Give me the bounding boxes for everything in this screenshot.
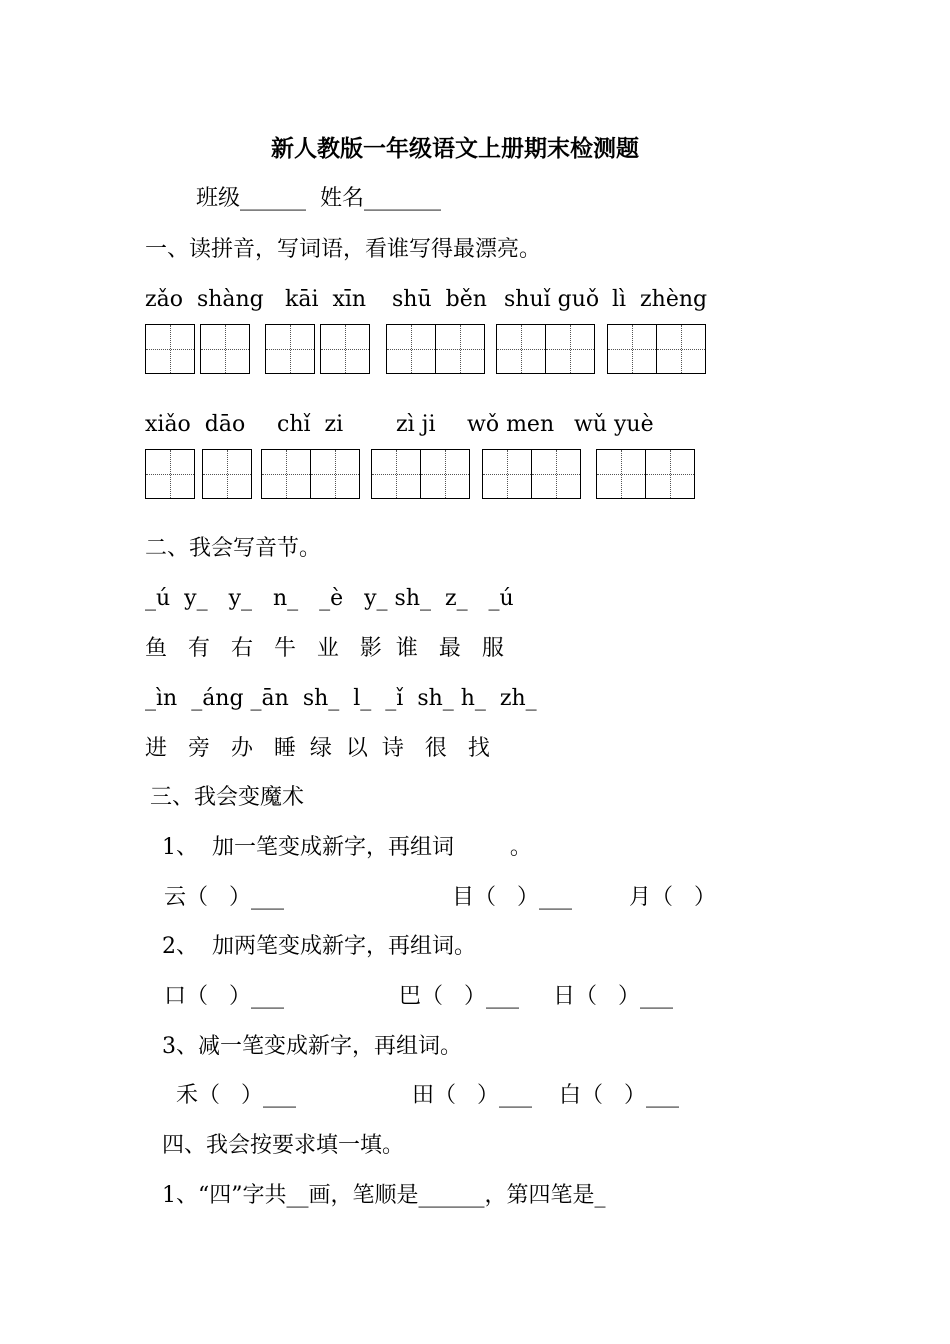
pinyin-chizi: chǐ zi	[277, 412, 344, 437]
q2-instruction: 2、 加两笔变成新字，再组词。	[162, 934, 476, 959]
section2-heading: 二、我会写音节。	[145, 536, 322, 561]
q1-item-yue: 月（ ）	[629, 885, 716, 910]
q1-instruction: 1、 加一笔变成新字，再组词 。	[162, 835, 532, 860]
section4-heading: 四、我会按要求填一填。	[162, 1133, 405, 1158]
q1-item-mu: 目（ ）___	[452, 885, 572, 910]
q2-item-ri: 日（ ）___	[553, 984, 673, 1009]
syllable-line-2: _ìn _áng _ān sh_ l_ _ǐ sh_ h_ zh_	[145, 686, 537, 711]
q2-item-kou: 口（ ）___	[164, 984, 284, 1009]
writing-grid-6[interactable]	[145, 449, 251, 499]
q3-item-tian: 田（ ）___	[412, 1083, 532, 1108]
pinyin-shuiguo: shuǐ guǒ	[504, 287, 600, 312]
pinyin-shuben: shū běn	[392, 287, 487, 312]
section1-heading: 一、读拼音，写词语，看谁写得最漂亮。	[145, 237, 542, 262]
writing-grid-2[interactable]	[265, 324, 369, 374]
writing-grid-1[interactable]	[145, 324, 249, 374]
q2-item-ba: 巴（ ）___	[399, 984, 519, 1009]
writing-grid-8[interactable]	[371, 449, 469, 499]
q3-item-he: 禾（ ）___	[176, 1083, 296, 1108]
pinyin-zaoshang: zǎo shàng	[145, 287, 264, 312]
section3-heading: 三、我会变魔术	[150, 785, 305, 810]
page-title: 新人教版一年级语文上册期末检测题	[271, 135, 639, 162]
q1-item-yun: 云（ ）___	[164, 885, 284, 910]
writing-grid-4[interactable]	[496, 324, 594, 374]
pinyin-wuyue: wǔ yuè	[574, 412, 654, 437]
writing-grid-9[interactable]	[482, 449, 580, 499]
writing-grid-3[interactable]	[386, 324, 484, 374]
character-line-1: 鱼 有 右 牛 业 影 谁 最 服	[145, 636, 504, 661]
class-name-line: 班级______ 姓名_______	[196, 186, 441, 211]
pinyin-women: wǒ men	[467, 412, 555, 437]
q3-instruction: 3、减一笔变成新字，再组词。	[162, 1034, 462, 1059]
writing-grid-7[interactable]	[261, 449, 359, 499]
pinyin-ziji: zì ji	[396, 412, 436, 437]
pinyin-xiaodao: xiǎo dāo	[145, 412, 246, 437]
syllable-line-1: _ú y_ y_ n_ _è y_ sh_ z_ _ú	[145, 586, 514, 611]
writing-grid-10[interactable]	[596, 449, 694, 499]
pinyin-kaixin: kāi xīn	[285, 287, 367, 312]
pinyin-lizheng: lì zhèng	[612, 287, 708, 312]
writing-grid-5[interactable]	[607, 324, 705, 374]
q3-item-bai: 白（ ）___	[559, 1083, 679, 1108]
section4-q1: 1、“四”字共__画，笔顺是______，第四笔是_	[162, 1183, 606, 1208]
character-line-2: 进 旁 办 睡 绿 以 诗 很 找	[145, 736, 490, 761]
